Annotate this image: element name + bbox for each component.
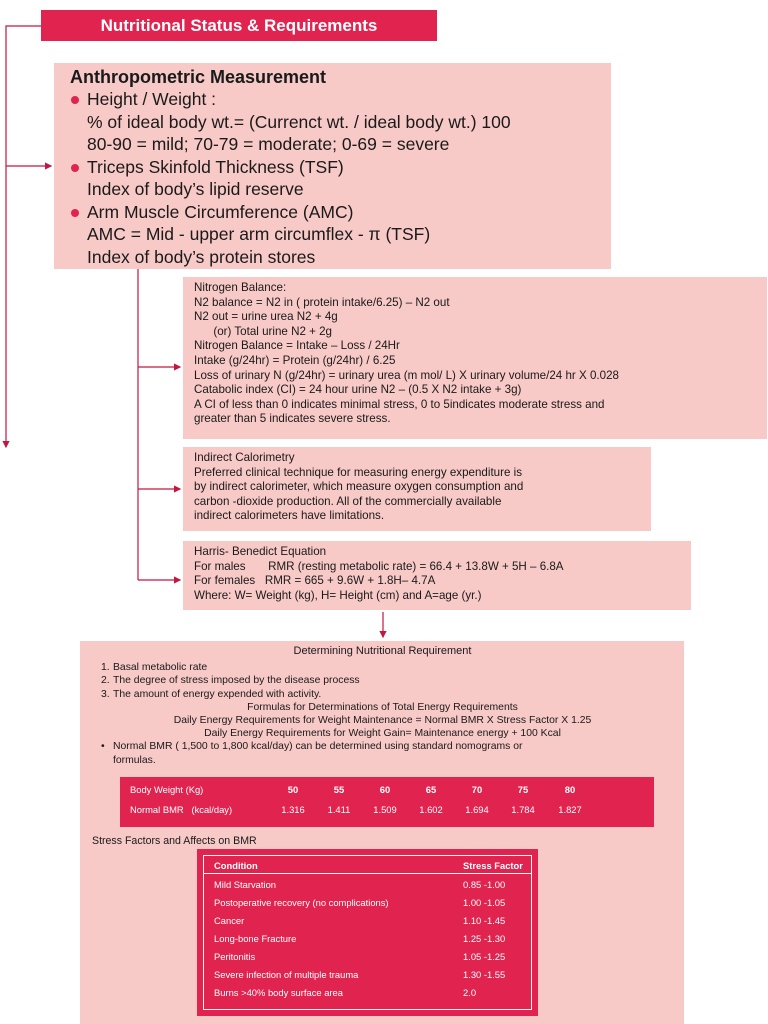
item-number: 2.: [101, 675, 110, 687]
stress-row: [204, 983, 531, 1000]
harris-benedict-panel: [183, 541, 691, 610]
stress-row: [204, 875, 531, 892]
stress-heading: Stress Factors and Affects on BMR: [92, 835, 257, 847]
bmr-cell: 1.602: [419, 804, 443, 815]
numbered-item: [91, 674, 674, 687]
indirect-line: carbon -dioxide production. All of the commercially available: [194, 494, 502, 508]
factor-cell: 0.85 -1.00: [463, 879, 506, 890]
factor-cell: 1.10 -1.45: [463, 915, 506, 926]
stress-table-frame: [203, 855, 532, 1010]
bmr-cell: 1.827: [558, 804, 582, 815]
anthro-item-line: AMC = Mid - upper arm circumflex - π (TSF): [87, 224, 431, 244]
header-condition: Condition: [214, 860, 258, 871]
condition-cell: Burns >40% body surface area: [214, 987, 343, 998]
condition-cell: Postoperative recovery (no complications): [214, 897, 389, 908]
harris-line: For males RMR (resting metabolic rate) = 66.4 + 13.8W + 5H – 6.8A: [194, 559, 564, 573]
stress-row: [204, 947, 531, 964]
weight-cell: 75: [517, 784, 529, 795]
nitrogen-balance-panel: [183, 277, 767, 439]
stress-factor-table: [197, 849, 538, 1016]
harris-line: Harris- Benedict Equation: [194, 545, 327, 558]
nitrogen-line: N2 out = urine urea N2 + 4g: [194, 310, 338, 324]
weight-cell: 60: [379, 784, 391, 795]
stress-row: [204, 929, 531, 946]
stress-row: [204, 965, 531, 982]
formulas-heading: Formulas for Determinations of Total Energy Requirements: [247, 701, 518, 713]
factor-cell: 1.30 -1.55: [463, 969, 506, 980]
nitrogen-line: (or) Total urine N2 + 2g: [194, 324, 333, 338]
anthro-item-label: Triceps Skinfold Thickness (TSF): [70, 156, 611, 179]
stress-row: [204, 911, 531, 928]
header-stress-factor: Stress Factor: [463, 860, 523, 871]
nitrogen-line: Catabolic index (CI) = 24 hour urine N2 – (0.5 X N2 intake + 3g): [194, 383, 522, 397]
indirect-line: Indirect Calorimetry: [194, 451, 295, 464]
weight-cell: 70: [471, 784, 483, 795]
anthro-item-line: Index of body’s lipid reserve: [87, 179, 304, 199]
bmr-cell: 1.411: [327, 804, 351, 815]
harris-line: Where: W= Weight (kg), H= Height (cm) and A=age (yr.): [194, 588, 482, 602]
normal-bmr-note-cont: formulas.: [113, 754, 156, 766]
stress-row: [204, 893, 531, 910]
condition-cell: Peritonitis: [214, 951, 256, 962]
indirect-line: by indirect calorimeter, which measure oxygen consumption and: [194, 480, 524, 494]
harris-line: For females RMR = 665 + 9.6W + 1.8H– 4.7A: [194, 574, 436, 588]
anthro-item-label: Height / Weight :: [70, 88, 611, 111]
nitrogen-line: Nitrogen Balance:: [194, 281, 287, 294]
weight-cell: 55: [333, 784, 345, 795]
nitrogen-line: Loss of urinary N (g/24hr) = urinary urea (m mol/ L) X urinary volume/24 hr X 0.028: [194, 368, 619, 382]
indirect-calorimetry-panel: [183, 447, 651, 531]
bmr-cell: 1.784: [511, 804, 535, 815]
weight-cell: 80: [564, 784, 576, 795]
bmr-table: [120, 777, 654, 827]
indirect-line: Preferred clinical technique for measuring energy expenditure is: [194, 465, 523, 479]
determining-heading: Determining Nutritional Requirement: [293, 645, 472, 657]
stress-header-row: [204, 856, 531, 874]
item-number: 3.: [101, 688, 110, 700]
page-title: Nutritional Status & Requirements: [41, 10, 437, 41]
numbered-item: [91, 661, 674, 674]
anthropometric-panel: [54, 63, 611, 269]
nitrogen-line: Intake (g/24hr) = Protein (g/24hr) / 6.25: [194, 353, 396, 367]
anthro-item-line: % of ideal body wt.= (Currenct wt. / ideal body wt.) 100: [87, 111, 511, 132]
nitrogen-line: Nitrogen Balance = Intake – Loss / 24Hr: [194, 339, 400, 353]
bmr-value-row: [130, 803, 654, 819]
condition-cell: Severe infection of multiple trauma: [214, 969, 359, 980]
nitrogen-line: N2 balance = N2 in ( protein intake/6.25) – N2 out: [194, 295, 450, 309]
condition-cell: Long-bone Fracture: [214, 933, 297, 944]
bmr-cell: 1.509: [373, 804, 397, 815]
condition-cell: Cancer: [214, 915, 245, 926]
factor-cell: 1.00 -1.05: [463, 897, 506, 908]
bmr-weight-row: [130, 783, 654, 799]
nitrogen-line: greater than 5 indicates severe stress.: [194, 412, 391, 426]
bmr-row-label: Body Weight (Kg): [130, 784, 204, 795]
factor-cell: 1.25 -1.30: [463, 933, 506, 944]
item-text: The degree of stress imposed by the disease process: [113, 675, 360, 687]
weight-cell: 65: [425, 784, 437, 795]
item-text: The amount of energy expended with activity.: [113, 688, 322, 700]
factor-cell: 1.05 -1.25: [463, 951, 506, 962]
formula-weight-gain: Daily Energy Requirements for Weight Gain= Maintenance energy + 100 Kcal: [204, 728, 561, 740]
factor-cell: 2.0: [463, 987, 477, 998]
item-number: 1.: [101, 662, 110, 674]
anthro-item-line: 80-90 = mild; 70-79 = moderate; 0-69 = severe: [87, 134, 450, 154]
determining-requirement-panel: [80, 641, 684, 1024]
numbered-item: [91, 688, 674, 701]
normal-bmr-note: • Normal BMR ( 1,500 to 1,800 kcal/day) can be determined using standard nomograms or: [91, 740, 674, 753]
weight-cell: 50: [287, 784, 299, 795]
anthro-item-label: Arm Muscle Circumference (AMC): [70, 201, 611, 224]
item-text: Basal metabolic rate: [113, 662, 208, 674]
bmr-cell: 1.694: [465, 804, 489, 815]
condition-cell: Mild Starvation: [214, 879, 277, 890]
bmr-row-label: Normal BMR (kcal/day): [130, 804, 233, 815]
anthro-item-line: Index of body’s protein stores: [87, 246, 316, 267]
arrow-main-down: [6, 26, 41, 447]
bmr-cell: 1.316: [281, 804, 305, 815]
formula-maintenance: Daily Energy Requirements for Weight Maintenance = Normal BMR X Stress Factor X 1.25: [173, 715, 592, 727]
nitrogen-line: A CI of less than 0 indicates minimal stress, 0 to 5indicates moderate stress and: [194, 397, 605, 411]
anthropometric-heading: Anthropometric Measurement: [70, 67, 327, 87]
indirect-line: indirect calorimeters have limitations.: [194, 509, 385, 523]
